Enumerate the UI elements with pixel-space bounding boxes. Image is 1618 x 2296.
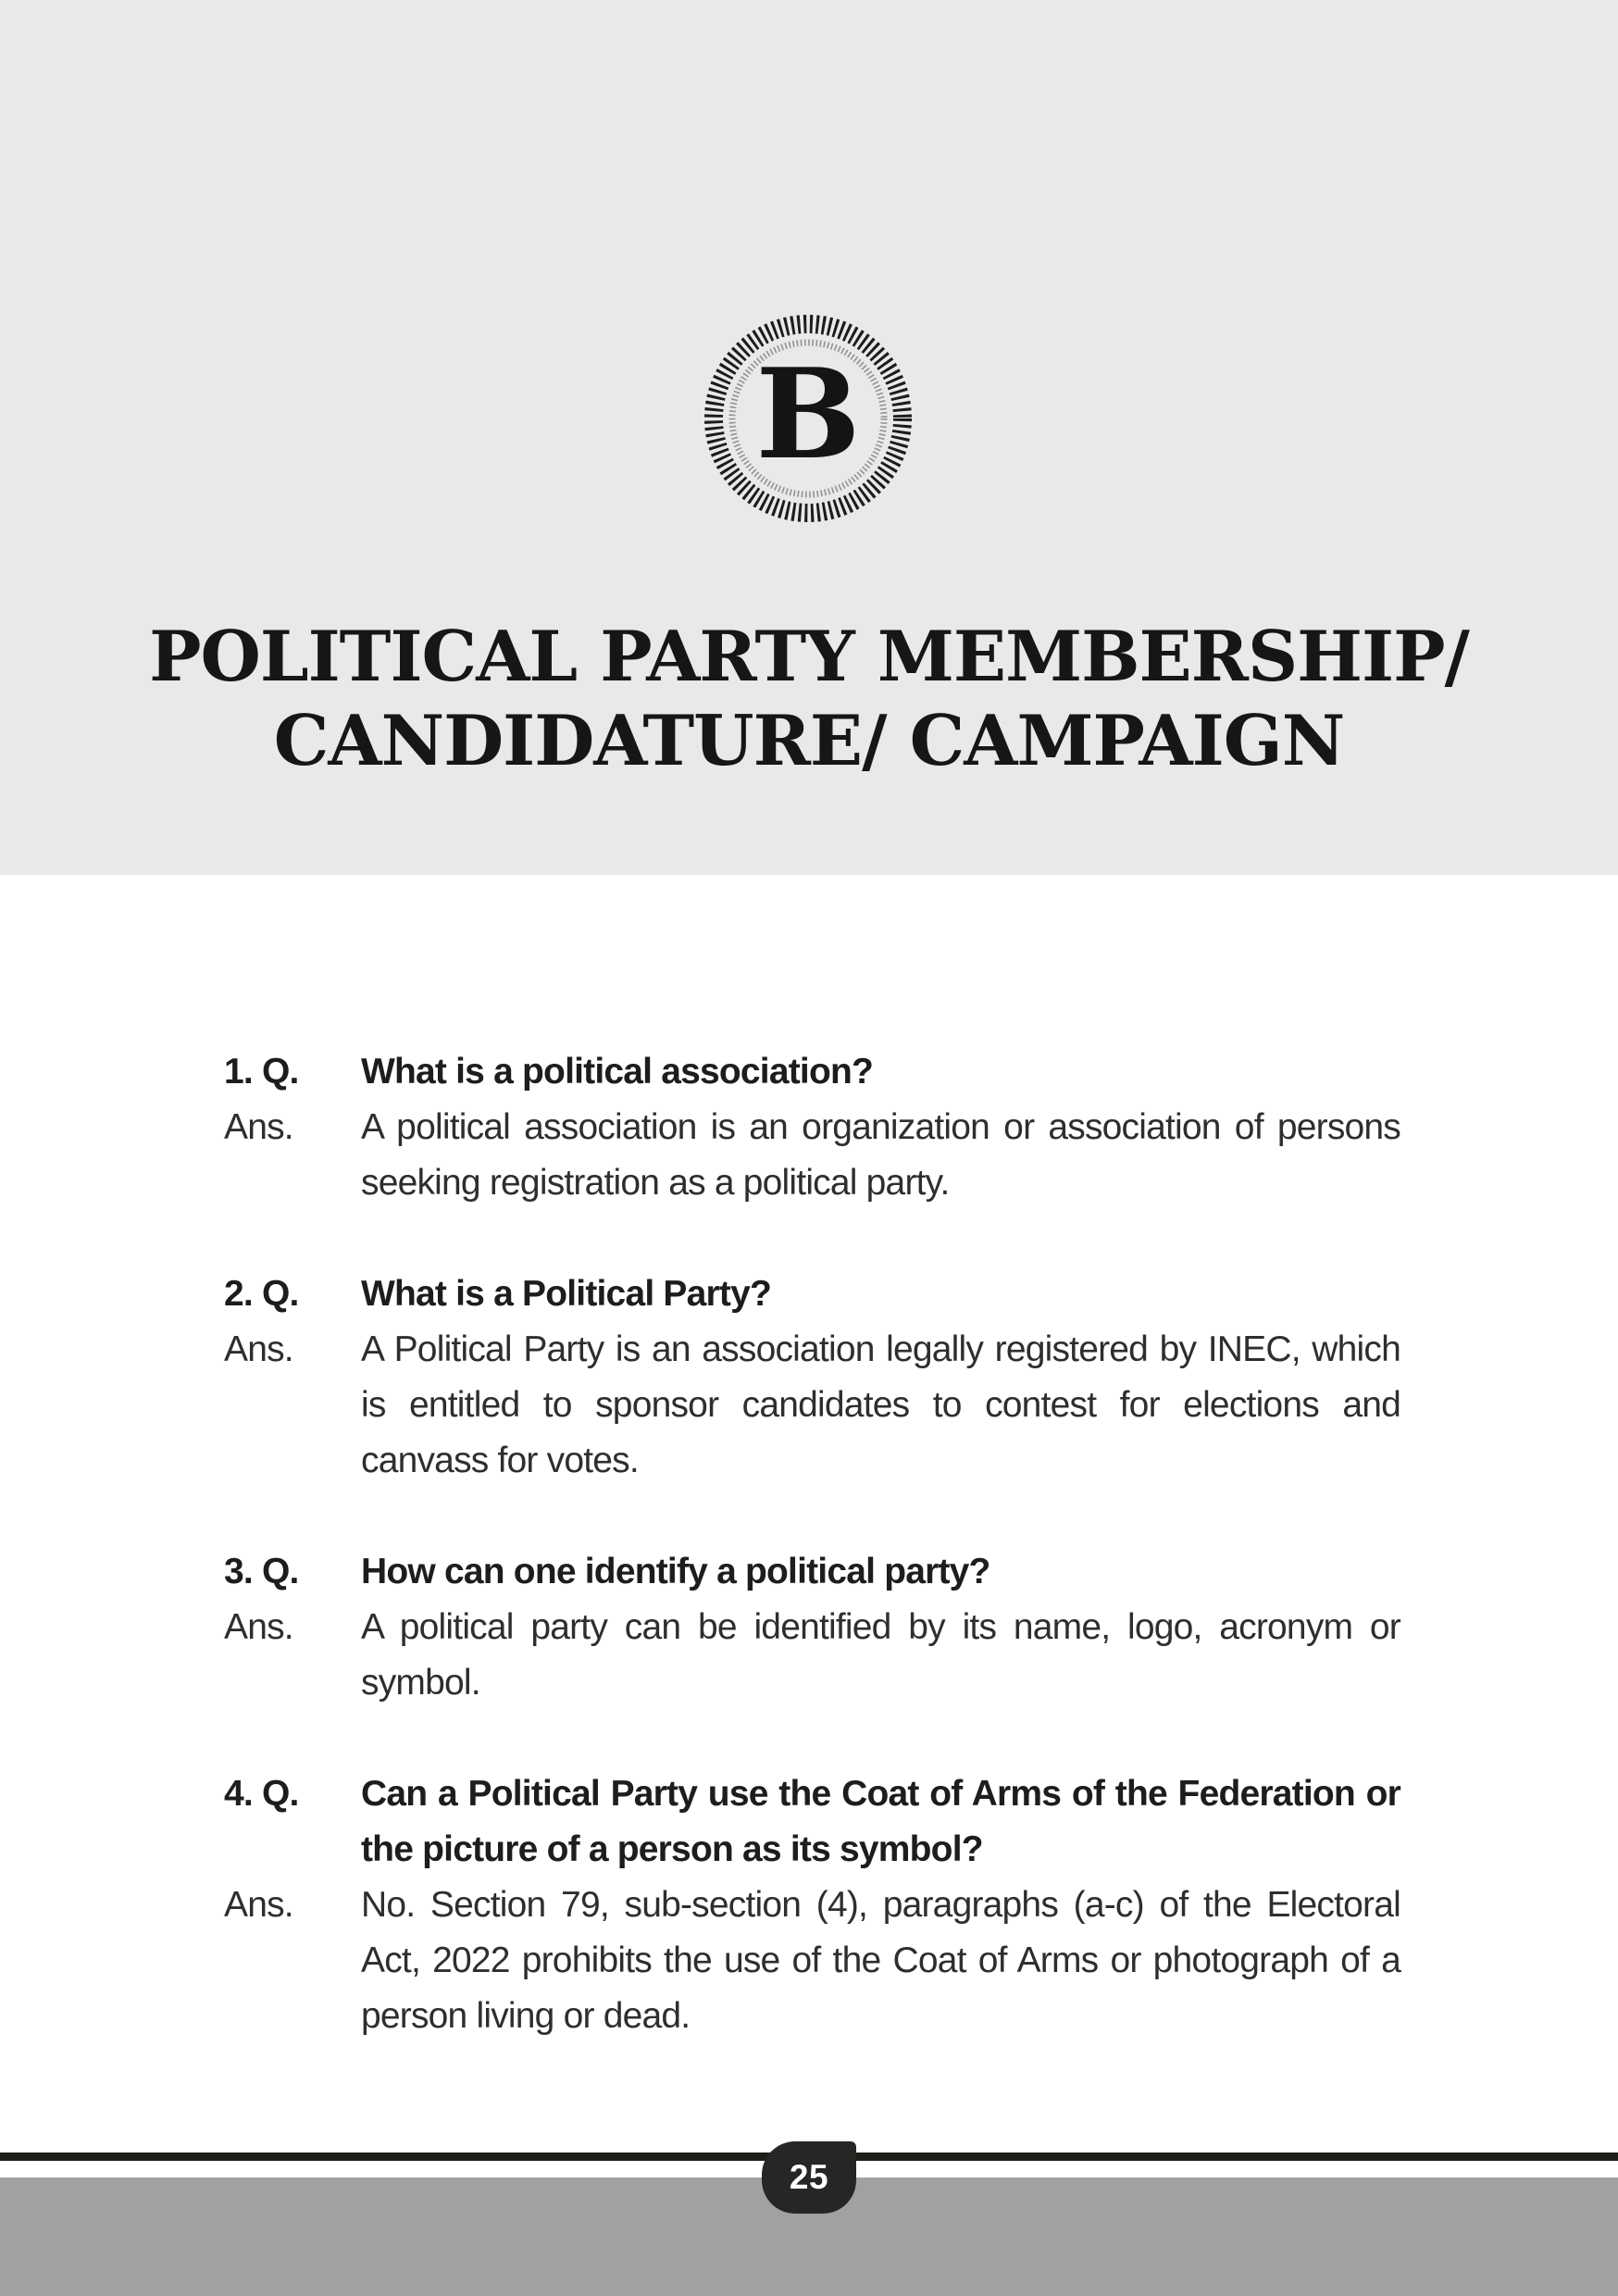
qa-list	[224, 1044, 1400, 2100]
question-row	[224, 1267, 1400, 1322]
chapter-letter: B	[755, 341, 861, 487]
qa-item-4	[224, 1766, 1400, 2044]
question-number: 2. Q.	[224, 1274, 299, 1314]
page-number-badge	[762, 2141, 856, 2214]
question-text: What is a political association?	[361, 1052, 874, 1092]
page-title	[0, 615, 1618, 783]
title-line-2: CANDIDATURE/ CAMPAIGN	[273, 700, 1345, 781]
answer-row	[224, 1600, 1400, 1711]
qa-item-3	[224, 1544, 1400, 1711]
answer-text: A political association is an organization or association of persons seeking registration as a political party.	[361, 1107, 1400, 1203]
answer-text: No. Section 79, sub-section (4), paragraphs (a-c) of the Electoral Act, 2022 prohibits the use of the Coat of Arms or photograph of a person living or dead.	[361, 1885, 1400, 2036]
qa-item-2	[224, 1267, 1400, 1489]
answer-text: A political party can be identified by its name, logo, acronym or symbol.	[361, 1607, 1400, 1703]
answer-label: Ans.	[224, 1329, 293, 1369]
question-row	[224, 1544, 1400, 1600]
answer-row	[224, 1322, 1400, 1489]
question-row	[224, 1766, 1400, 1878]
question-text: How can one identify a political party?	[361, 1552, 990, 1591]
answer-row	[224, 1100, 1400, 1211]
question-number: 4. Q.	[224, 1774, 299, 1814]
question-row	[224, 1044, 1400, 1100]
title-line-1: POLITICAL PARTY MEMBERSHIP/	[149, 616, 1469, 697]
chapter-header	[0, 0, 1618, 875]
question-number: 3. Q.	[224, 1552, 299, 1591]
answer-text: A Political Party is an association legally registered by INEC, which is entitled to sponsor candidates to contest for elections and canvass for votes.	[361, 1329, 1400, 1480]
page-number: 25	[789, 2158, 829, 2196]
answer-label: Ans.	[224, 1107, 293, 1147]
answer-label: Ans.	[224, 1607, 293, 1647]
answer-row	[224, 1878, 1400, 2044]
qa-item-1	[224, 1044, 1400, 1211]
chapter-badge	[697, 307, 919, 530]
question-number: 1. Q.	[224, 1052, 299, 1092]
question-text: Can a Political Party use the Coat of Arms of the Federation or the picture of a person as its symbol?	[361, 1774, 1400, 1869]
question-text: What is a Political Party?	[361, 1274, 771, 1314]
answer-label: Ans.	[224, 1885, 293, 1925]
